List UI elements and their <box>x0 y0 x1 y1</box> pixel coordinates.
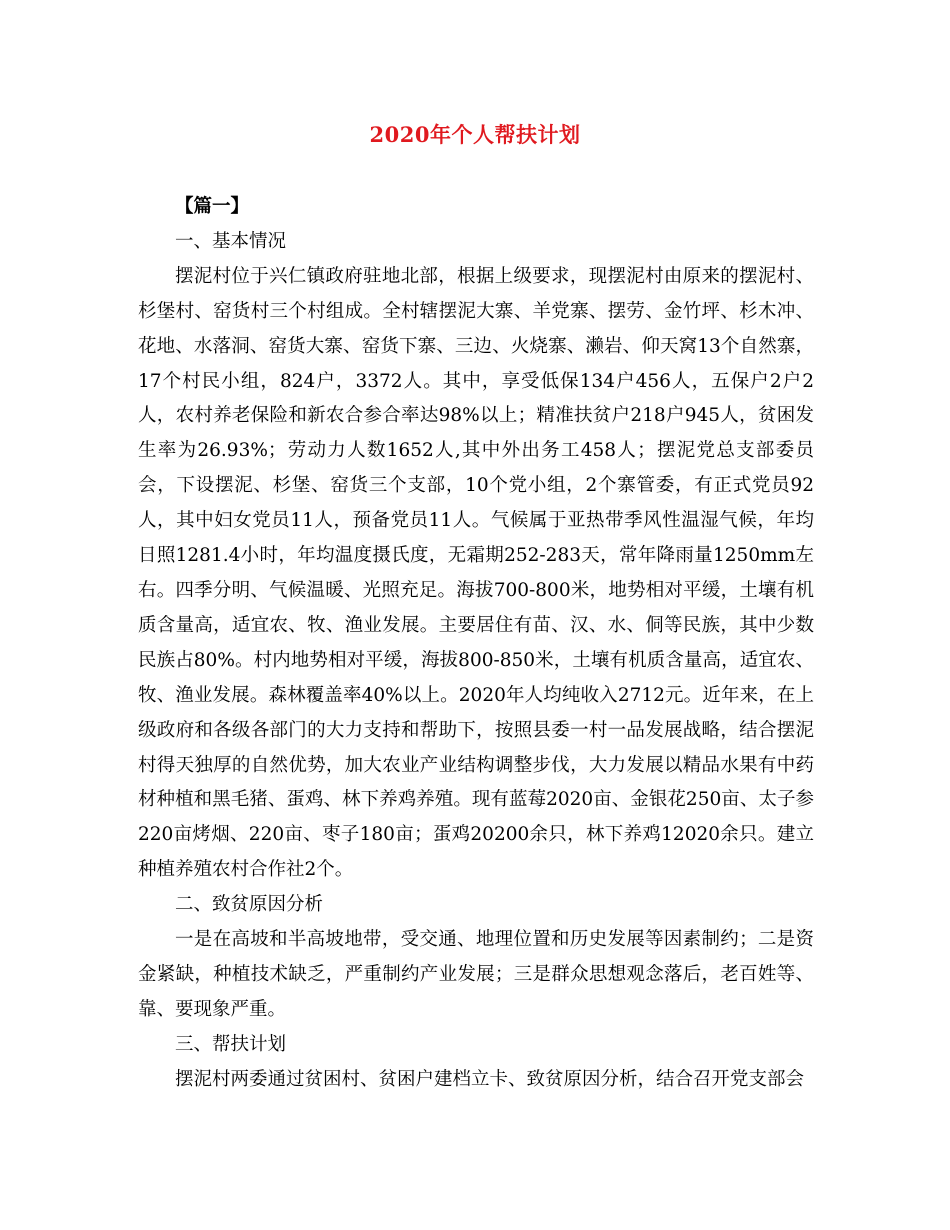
paragraph-basic-situation: 摆泥村位于兴仁镇政府驻地北部，根据上级要求，现摆泥村由原来的摆泥村、杉堡村、窑货村三个村组成。全村辖摆泥大寨、羊党寨、摆劳、金竹坪、杉木冲、花地、水落洞、窑货大寨、窑货下寨、三边、火烧寨、濑岩、仰天窝13个自然寨，17个村民小组，824户，3372人。其中，享受低保134户456人，五保户2户2人，农村养老保险和新农合参合率达98%以上；精准扶贫户218户945人，贫困发生率为26.93%；劳动力人数1652人,其中外出务工458人；摆泥党总支部委员会，下设摆泥、杉堡、窑货三个支部，10个党小组，2个寨管委，有正式党员92人，其中妇女党员11人，预备党员11人。气候属于亚热带季风性温湿气候，年均日照1281.4小时，年均温度摄氏度，无霜期252-283天，常年降雨量1250mm左右。四季分明、气候温暖、光照充足。海拔700-800米，地势相对平缓，土壤有机质含量高，适宜农、牧、渔业发展。主要居住有苗、汉、水、侗等民族，其中少数民族占80%。村内地势相对平缓，海拔800-850米，土壤有机质含量高，适宜农、牧、渔业发展。森林覆盖率40%以上。2020年人均纯收入2712元。近年来，在上级政府和各级各部门的大力支持和帮助下，按照县委一村一品发展战略，结合摆泥村得天独厚的自然优势，加大农业产业结构调整步伐，大力发展以精品水果有中药材种植和黑毛猪、蛋鸡、林下养鸡养殖。现有蓝莓2020亩、金银花250亩、太子参220亩烤烟、220亩、枣子180亩；蛋鸡20200余只，林下养鸡12020余只。建立种植养殖农村合作社2个。 <box>138 265 814 881</box>
heading-assistance-plan: 三、帮扶计划 <box>175 1033 287 1055</box>
document-title: 2020年个人帮扶计划 <box>369 122 581 147</box>
section-label: 【篇一】 <box>175 196 250 217</box>
document-body <box>138 190 814 1098</box>
heading-basic-situation: 一、基本情况 <box>175 230 287 252</box>
heading-poverty-causes: 二、致贫原因分析 <box>175 894 324 916</box>
paragraph-poverty-causes: 一是在高坡和半高坡地带，受交通、地理位置和历史发展等因素制约；二是资金紧缺，种植技术缺乏，严重制约产业发展；三是群众思想观念落后，老百姓等、靠、要现象严重。 <box>138 929 814 1020</box>
paragraph-assistance-plan: 摆泥村两委通过贫困村、贫困户建档立卡、致贫原因分析，结合召开党支部会 <box>175 1068 805 1090</box>
